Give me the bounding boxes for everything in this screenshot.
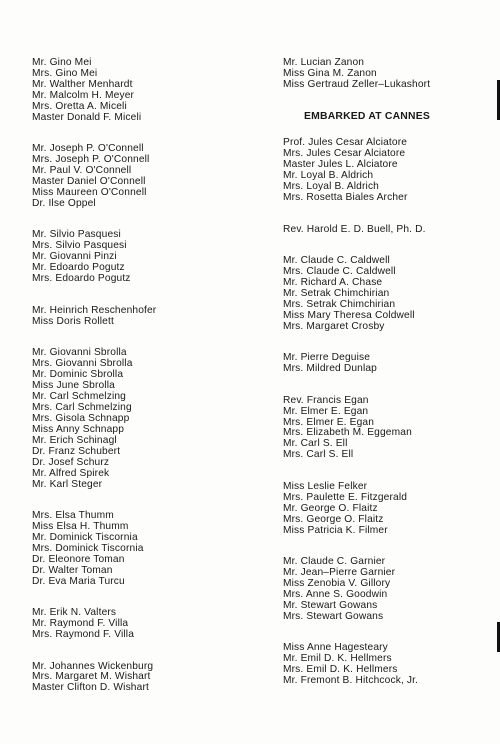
passenger-name: Mr. George O. Flaitz xyxy=(283,502,378,514)
passenger-name: Miss Anny Schnapp xyxy=(32,423,125,435)
passenger-name: Mr. Dominic Sbrolla xyxy=(32,369,124,381)
passenger-group xyxy=(32,608,247,641)
passenger-name: Miss Gertraud Zeller–Lukashort xyxy=(283,78,431,90)
passenger-name: Mr. Raymond F. Villa xyxy=(32,618,129,630)
passenger-group xyxy=(32,511,247,588)
passenger-name: Mrs. Claude C. Caldwell xyxy=(283,265,396,277)
passenger-group xyxy=(32,348,247,490)
passenger-group xyxy=(283,643,498,687)
passenger-name: Miss Elsa H. Thumm xyxy=(32,520,129,532)
passenger-name: Mr. Karl Steger xyxy=(32,478,103,490)
passenger-name: Mr. Alfred Spirek xyxy=(32,467,110,479)
section-heading: EMBARKED AT CANNES xyxy=(304,111,430,123)
passenger-name: Mr. Giovanni Pinzi xyxy=(32,251,117,263)
passenger-name: Mr. Joseph P. O'Connell xyxy=(32,143,144,155)
passenger-name: Mrs. Rosetta Biales Archer xyxy=(283,192,408,204)
passenger-name: Miss Zenobia V. Gillory xyxy=(283,578,391,589)
passenger-name: Mr. Malcolm H. Meyer xyxy=(32,89,135,101)
passenger-name: Miss Gina M. Zanon xyxy=(283,67,377,79)
passenger-name: Master Jules L. Alciatore xyxy=(283,159,398,171)
passenger-name: Mr. Walther Menhardt xyxy=(32,78,133,90)
passenger-name: Mr. Lucian Zanon xyxy=(283,57,365,68)
passenger-name: Mrs. Mildred Dunlap xyxy=(283,363,378,375)
passenger-name: Mr. Claude C. Caldwell xyxy=(283,255,390,267)
passenger-name: Mrs. Gisola Schnapp xyxy=(32,412,130,424)
passenger-name: Mr. Heinrich Reschenhofer xyxy=(32,304,157,316)
passenger-name: Mrs. Margaret M. Wishart xyxy=(32,671,151,683)
passenger-name: Mr. Claude C. Garnier xyxy=(283,556,386,568)
passenger-name: Mr. Elmer E. Egan xyxy=(283,405,369,417)
passenger-name: Mrs. Jules Cesar Alciatore xyxy=(283,148,406,160)
passenger-name: Mrs. Gino Mei xyxy=(32,67,98,79)
passenger-name: Mr. Pierre Deguise xyxy=(283,352,371,364)
passenger-name: Mrs. George O. Flaitz xyxy=(283,513,384,525)
passenger-group xyxy=(283,58,498,91)
passenger-name: Mr. Paul V. O'Connell xyxy=(32,165,132,177)
passenger-name: Mrs. Stewart Gowans xyxy=(283,610,384,622)
passenger-name: Miss June Sbrolla xyxy=(32,379,115,391)
passenger-name: Mr. Carl Schmelzing xyxy=(32,390,126,402)
passenger-name: Mrs. Paulette E. Fitzgerald xyxy=(283,491,408,503)
passenger-name: Mrs. Loyal B. Aldrich xyxy=(283,181,380,193)
passenger-name: Mr. Stewart Gowans xyxy=(283,599,378,611)
passenger-name: Dr. Franz Schubert xyxy=(32,445,121,457)
passenger-name: Dr. Ilse Oppel xyxy=(32,197,96,209)
right-column-bottom-groups xyxy=(283,138,498,687)
passenger-name: Mr. Jean–Pierre Garnier xyxy=(283,567,396,579)
passenger-name: Mrs. Carl Schmelzing xyxy=(32,401,132,413)
passenger-name: Dr. Walter Toman xyxy=(32,564,113,576)
passenger-name: Mr. Dominick Tiscornia xyxy=(32,531,138,543)
passenger-name: Mrs. Elmer E. Egan xyxy=(283,416,375,428)
passenger-name: Mrs. Elsa Thumm xyxy=(32,510,114,521)
passenger-name: Master Clifton D. Wishart xyxy=(32,682,149,694)
passenger-group xyxy=(283,225,498,236)
passenger-name: Mrs. Margaret Crosby xyxy=(283,320,385,332)
passenger-group xyxy=(32,144,247,210)
passenger-name: Dr. Josef Schurz xyxy=(32,456,110,468)
left-column xyxy=(32,58,247,715)
passenger-group xyxy=(283,256,498,333)
passenger-name: Mrs. Joseph P. O'Connell xyxy=(32,154,150,166)
passenger-name: Mrs. Anne S. Goodwin xyxy=(283,588,388,600)
passenger-group xyxy=(32,230,247,285)
passenger-name: Mr. Johannes Wickenburg xyxy=(32,660,154,672)
passenger-name: Mrs. Raymond F. Villa xyxy=(32,629,135,641)
passenger-name: Miss Mary Theresa Coldwell xyxy=(283,309,415,321)
passenger-name: Mr. Fremont B. Hitchcock, Jr. xyxy=(283,675,419,687)
passenger-name: Mr. Richard A. Chase xyxy=(283,276,383,288)
passenger-name: Rev. Francis Egan xyxy=(283,394,369,406)
passenger-name: Mrs. Edoardo Pogutz xyxy=(32,273,131,285)
passenger-group xyxy=(32,306,247,328)
passenger-name: Master Donald F. Miceli xyxy=(32,111,142,123)
passenger-name: Master Daniel O'Connell xyxy=(32,176,146,188)
passenger-name: Mr. Erich Schinagl xyxy=(32,434,117,446)
passenger-name: Mrs. Carl S. Ell xyxy=(283,449,354,461)
passenger-group xyxy=(283,396,498,462)
passenger-group xyxy=(32,58,247,124)
right-column-top-groups xyxy=(283,58,498,91)
passenger-name: Mr. Silvio Pasquesi xyxy=(32,229,121,241)
passenger-group xyxy=(283,138,498,204)
passenger-name: Mrs. Giovanni Sbrolla xyxy=(32,358,133,370)
passenger-name: Dr. Eva Maria Turcu xyxy=(32,575,125,587)
passenger-name: Mr. Erik N. Valters xyxy=(32,607,117,619)
right-column xyxy=(283,58,498,708)
passenger-name: Miss Anne Hagesteary xyxy=(283,642,388,654)
passenger-name: Mr. Edoardo Pogutz xyxy=(32,262,125,274)
passenger-name: Mr. Giovanni Sbrolla xyxy=(32,347,127,359)
passenger-name: Mrs. Elizabeth M. Eggeman xyxy=(283,427,412,439)
passenger-name: Mrs. Dominick Tiscornia xyxy=(32,542,144,554)
passenger-name: Miss Leslie Felker xyxy=(283,480,368,492)
passenger-name: Mrs. Setrak Chimchirian xyxy=(283,298,396,310)
passenger-name: Mr. Loyal B. Aldrich xyxy=(283,170,374,182)
passenger-name: Mrs. Oretta A. Miceli xyxy=(32,100,127,112)
passenger-name: Prof. Jules Cesar Alciatore xyxy=(283,137,408,149)
passenger-name: Miss Doris Rollett xyxy=(32,315,114,327)
passenger-name: Mr. Gino Mei xyxy=(32,57,92,68)
passenger-group xyxy=(283,482,498,537)
passenger-group xyxy=(32,662,247,695)
passenger-group xyxy=(283,353,498,375)
passenger-name: Mr. Emil D. K. Hellmers xyxy=(283,653,392,665)
passenger-name: Mrs. Emil D. K. Hellmers xyxy=(283,664,398,676)
passenger-name: Dr. Eleonore Toman xyxy=(32,553,125,565)
passenger-group xyxy=(283,557,498,623)
passenger-name: Mr. Setrak Chimchirian xyxy=(283,287,390,299)
passenger-name: Miss Maureen O'Connell xyxy=(32,187,147,199)
passenger-name: Miss Patricia K. Filmer xyxy=(283,524,388,536)
passenger-name: Mrs. Silvio Pasquesi xyxy=(32,240,127,252)
passenger-name: Mr. Carl S. Ell xyxy=(283,438,348,450)
passenger-name: Rev. Harold E. D. Buell, Ph. D. xyxy=(283,223,426,235)
